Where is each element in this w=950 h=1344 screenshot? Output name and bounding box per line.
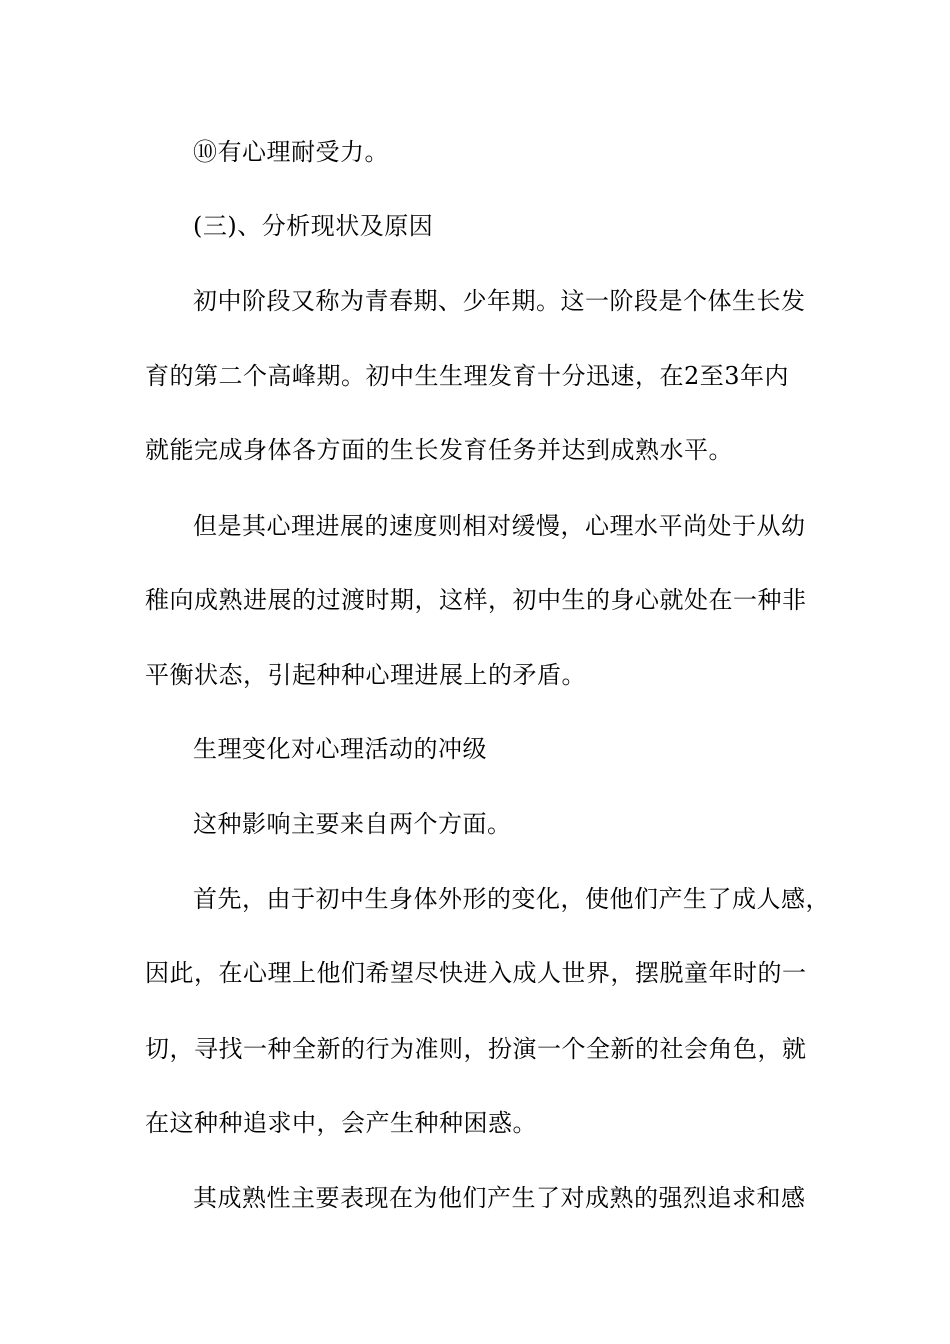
text-line-3: 初中阶段又称为青春期、少年期。这一阶段是个体生长发 — [193, 287, 806, 315]
subheading-line: 生理变化对心理活动的冲级 — [193, 735, 487, 763]
section-heading: (三)、分析现状及原因 — [193, 212, 434, 240]
text-line-13: 切，寻找一种全新的行为准则，扮演一个全新的社会角色，就 — [145, 1035, 807, 1063]
text-line-5: 就能完成身体各方面的生长发育任务并达到成熟水平。 — [145, 436, 733, 464]
text-line-10: 这种影响主要来自两个方面。 — [193, 810, 512, 838]
text-line-4: 育的第二个高峰期。初中生生理发育十分迅速，在2至3年内 — [145, 362, 790, 390]
text-line-11: 首先，由于初中生身体外形的变化，使他们产生了成人感， — [193, 885, 830, 913]
text-line-12: 因此，在心理上他们希望尽快进入成人世界，摆脱童年时的一 — [145, 959, 807, 987]
text-line-14: 在这种种追求中，会产生种种困惑。 — [145, 1109, 537, 1137]
text-line-8: 平衡状态，引起种种心理进展上的矛盾。 — [145, 661, 586, 689]
text-line-15: 其成熟性主要表现在为他们产生了对成熟的强烈追求和感 — [193, 1184, 806, 1212]
text-line-7: 稚向成熟进展的过渡时期，这样，初中生的身心就处在一种非 — [145, 586, 807, 614]
text-line-6: 但是其心理进展的速度则相对缓慢，心理水平尚处于从幼 — [193, 512, 806, 540]
text-line-1: ⑩有心理耐受力。 — [193, 138, 389, 166]
